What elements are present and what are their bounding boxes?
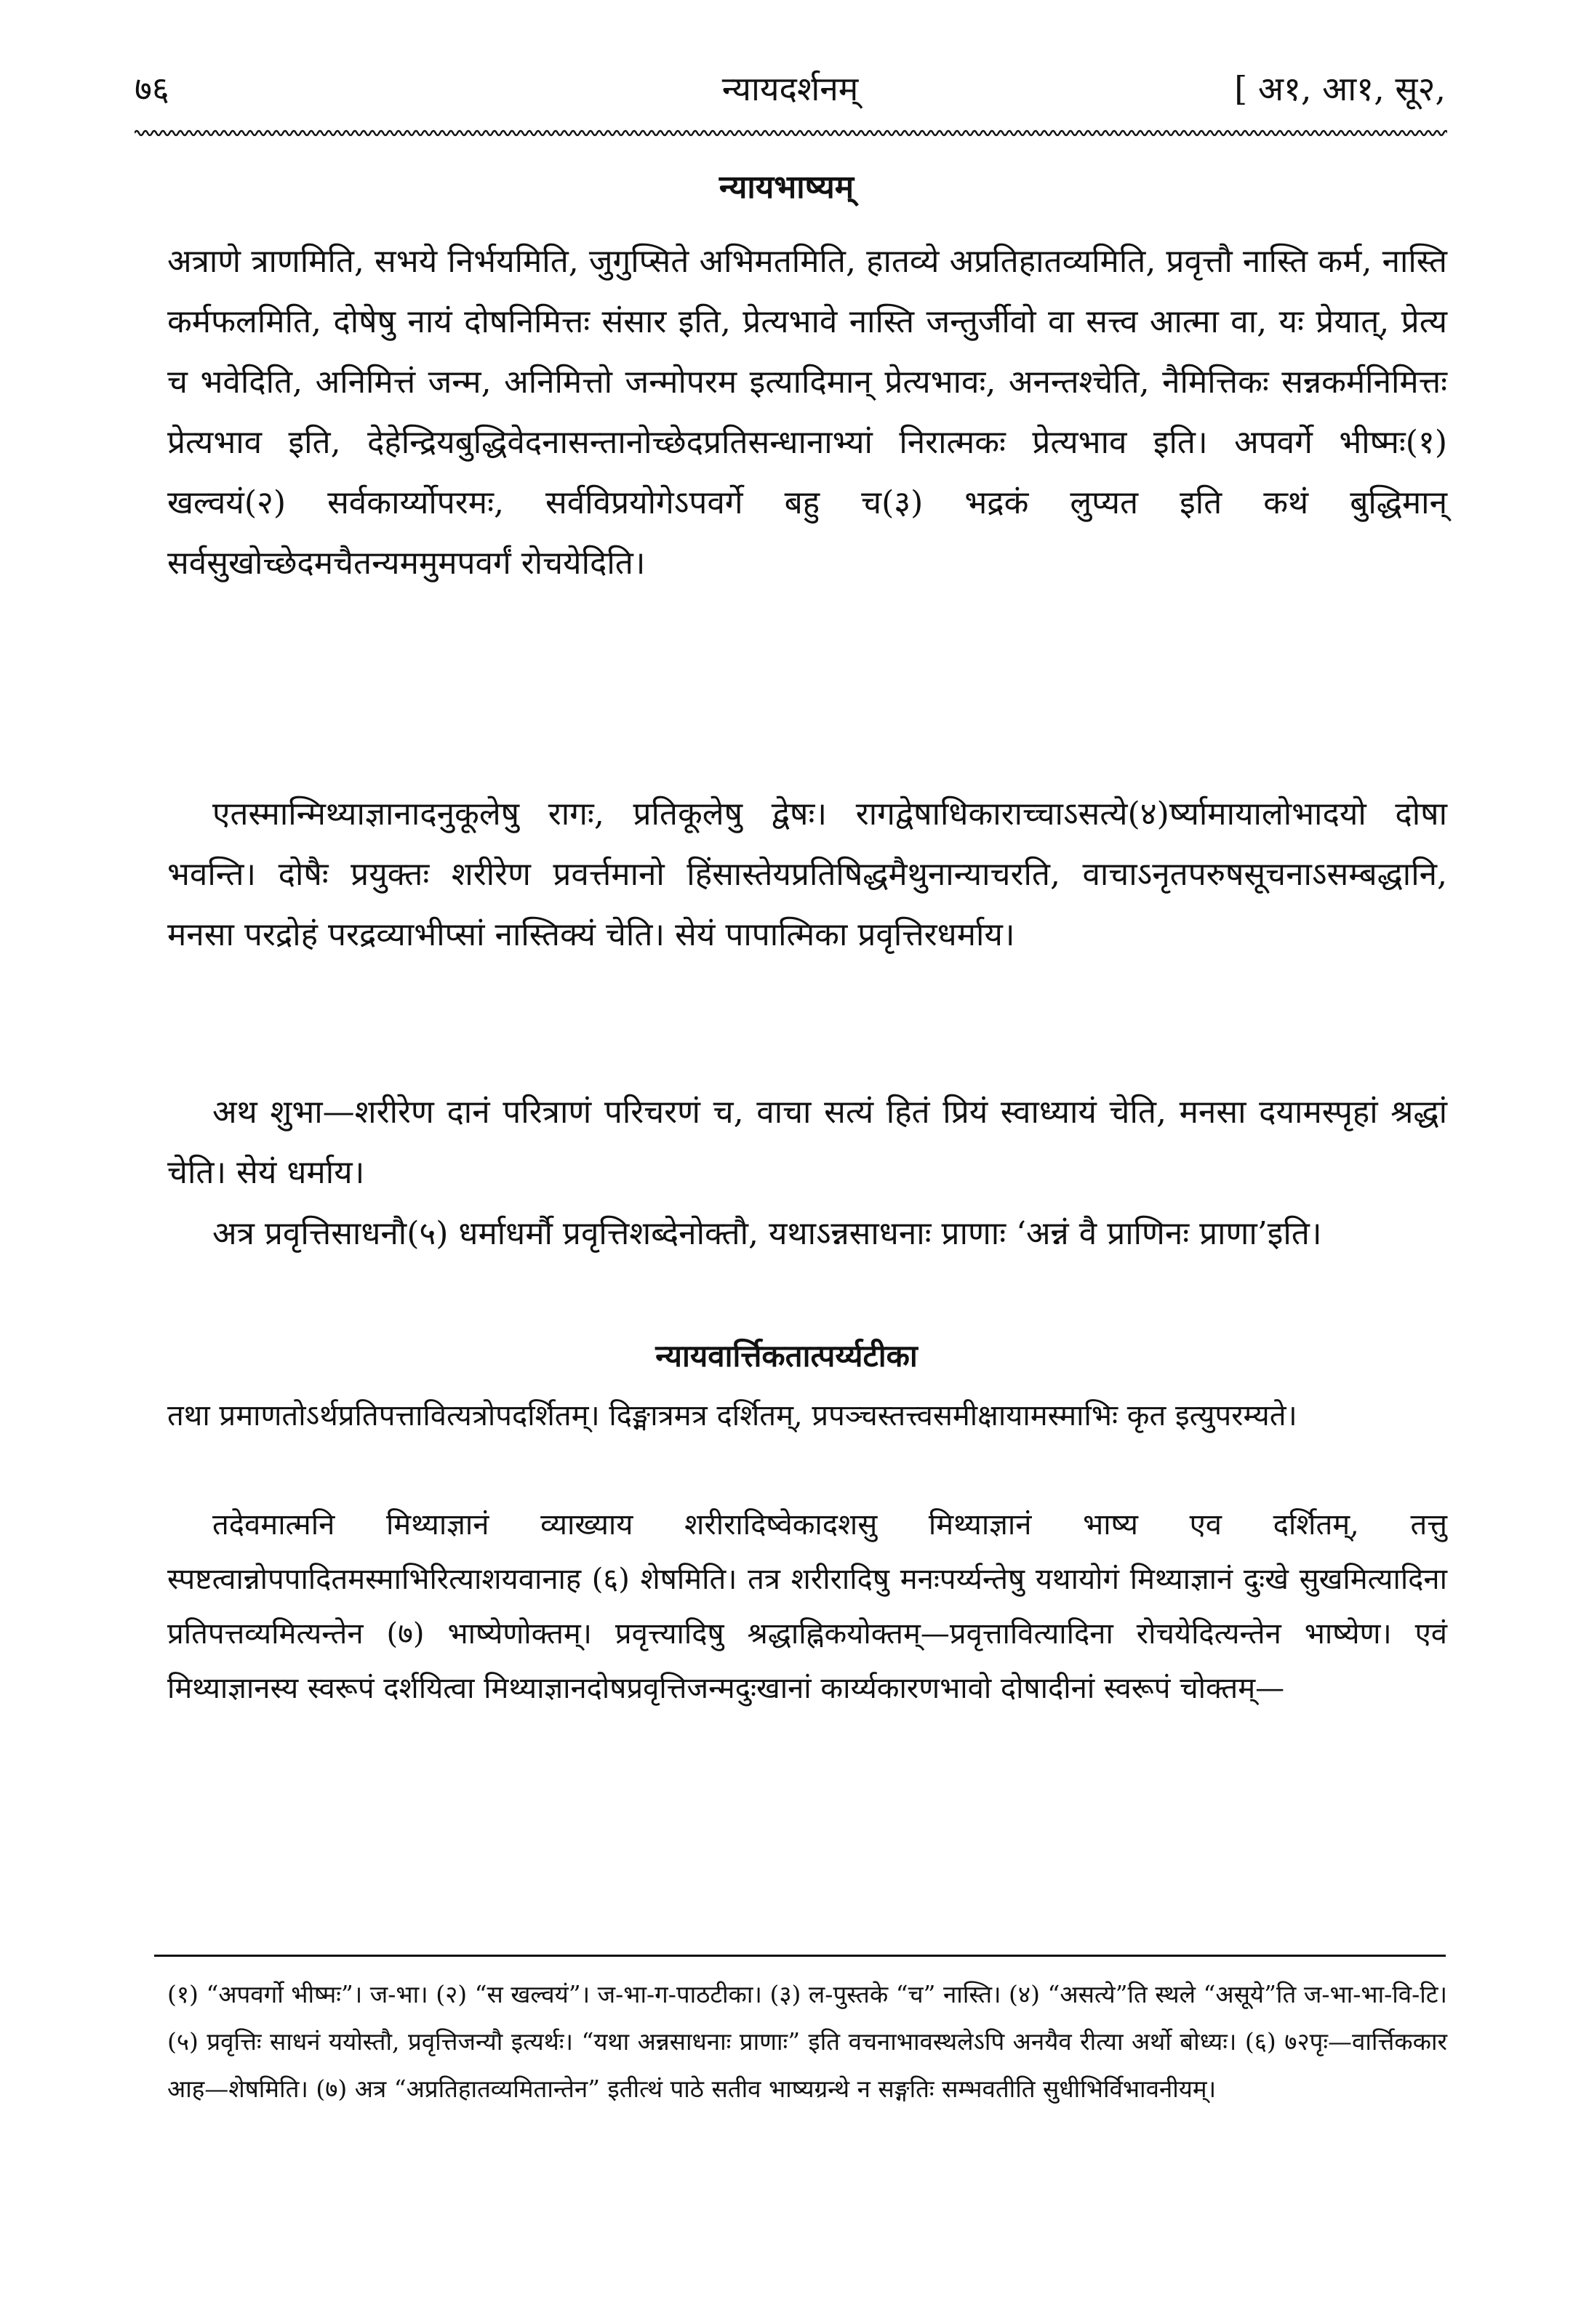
section-reference: [ अ१, आ१, सू२,	[1234, 69, 1446, 108]
bhashya-paragraph-2: एतस्मान्मिथ्याज्ञानादनुकूलेषु रागः, प्रतिकूलेषु द्वेषः। रागद्वेषाधिकाराच्चाऽसत्ये(४)र्ष्यामायालोभादयो दोषा भवन्ति। दोषैः प्रयुक्तः शरीरेण प्रवर्त्तमानो हिंसास्तेयप्रतिषिद्धमैथुनान्याचरति, वाचाऽनृतपरुषसूचनाऽसम्बद्धानि, मनसा परद्रोहं परद्रव्याभीप्सां नास्तिक्यं चेति। सेयं पापात्मिका प्रवृत्तिरधर्माय।	[167, 796, 1447, 953]
bhashya-paragraph-3: अथ शुभा—शरीरेण दानं परित्राणं परिचरणं च, वाचा सत्यं हितं प्रियं स्वाध्यायं चेति, मनसा दयामस्पृहां श्रद्धां चेति। सेयं धर्माय।	[167, 1094, 1447, 1191]
bhashya-paragraph-4: अत्र प्रवृत्तिसाधनौ(५) धर्माधर्मौ प्रवृत्तिशब्देनोक्तौ, यथाऽन्नसाधनाः प्राणाः ‘अन्नं वै प्राणिनः प्राणा’इति।	[212, 1215, 1322, 1252]
page-number: ७६	[135, 69, 169, 108]
tika-heading: न्यायवार्त्तिकतात्पर्य्यटीका	[655, 1338, 918, 1374]
footnote-rule	[154, 1955, 1446, 1957]
running-header	[135, 65, 1446, 124]
bhashya-paragraph-1: अत्राणे त्राणमिति, सभये निर्भयमिति, जुगुप्सिते अभिमतमिति, हातव्ये अप्रतिहातव्यमिति, प्रवृत्तौ नास्ति कर्म, नास्ति कर्मफलमिति, दोषेषु नायं दोषनिमित्तः संसार इति, प्रेत्यभावे नास्ति जन्तुर्जीवो वा सत्त्व आत्मा वा, यः प्रेयात्, प्रेत्य च भवेदिति, अनिमित्तं जन्म, अनिमित्तो जन्मोपरम इत्यादिमान् प्रेत्यभावः, अनन्तश्चेति, नैमित्तिकः सन्नकर्मनिमित्तः प्रेत्यभाव इति, देहेन्द्रियबुद्धिवेदनासन्तानोच्छेदप्रतिसन्धानाभ्यां निरात्मकः प्रेत्यभाव इति। अपवर्गे भीष्मः(१) खल्वयं(२) सर्वकार्य्योपरमः, सर्वविप्रयोगेऽपवर्गे बहु च(३) भद्रकं लुप्यत इति कथं बुद्धिमान् सर्वसुखोच्छेदमचैतन्यममुमपवर्गं रोचयेदिति।	[167, 243, 1447, 582]
footnotes: (१) “अपवर्गो भीष्मः”। ज-भा। (२) “स खल्वयं”। ज-भा-ग-पाठटीका। (३) ल-पुस्तके “च” नास्ति। (४) “असत्ये”ति स्थले “असूये”ति ज-भा-भा-वि-टि। (५) प्रवृत्तिः साधनं ययोस्तौ, प्रवृत्तिजन्यौ इत्यर्थः। “यथा अन्नसाधनाः प्राणाः” इति वचनाभावस्थलेऽपि अनयैव रीत्या अर्थो बोध्यः। (६) ७२पृः—वार्त्तिककार आह—शेषमिति। (७) अत्र “अप्रतिहातव्यमितान्तेन” इतीत्थं पाठे सतीव भाष्यग्रन्थे न सङ्गतिः सम्भवतीति सुधीभिर्विभावनीयम्।	[167, 1980, 1447, 2103]
book-title: न्यायदर्शनम्	[721, 69, 859, 108]
tika-paragraph-1: तथा प्रमाणतोऽर्थप्रतिपत्तावित्यत्रोपदर्शितम्। दिङ्मात्रमत्र दर्शितम्, प्रपञ्चस्तत्त्वसमीक्षायामस्माभिः कृत इत्युपरम्यते।	[167, 1399, 1297, 1433]
wavy-header-rule	[135, 127, 1447, 139]
bhashya-heading: न्यायभाष्यम्	[719, 169, 854, 206]
tika-paragraph-2: तदेवमात्मनि मिथ्याज्ञानं व्याख्याय शरीरादिष्वेकादशसु मिथ्याज्ञानं भाष्य एव दर्शितम्, तत्तु स्पष्टत्वान्नोपपादितमस्माभिरित्याशयवानाह (६) शेषमिति। तत्र शरीरादिषु मनःपर्य्यन्तेषु यथायोगं मिथ्याज्ञानं दुःखे सुखमित्यादिना प्रतिपत्तव्यमित्यन्तेन (७) भाष्येणोक्तम्। प्रवृत्त्यादिषु श्रद्धाह्निकयोक्तम्—प्रवृत्तावित्यादिना रोचयेदित्यन्तेन भाष्येण। एवं मिथ्याज्ञानस्य स्वरूपं दर्शयित्वा मिथ्याज्ञानदोषप्रवृत्तिजन्मदुःखानां कार्य्यकारणभावो दोषादीनां स्वरूपं चोक्तम्—	[167, 1508, 1447, 1705]
